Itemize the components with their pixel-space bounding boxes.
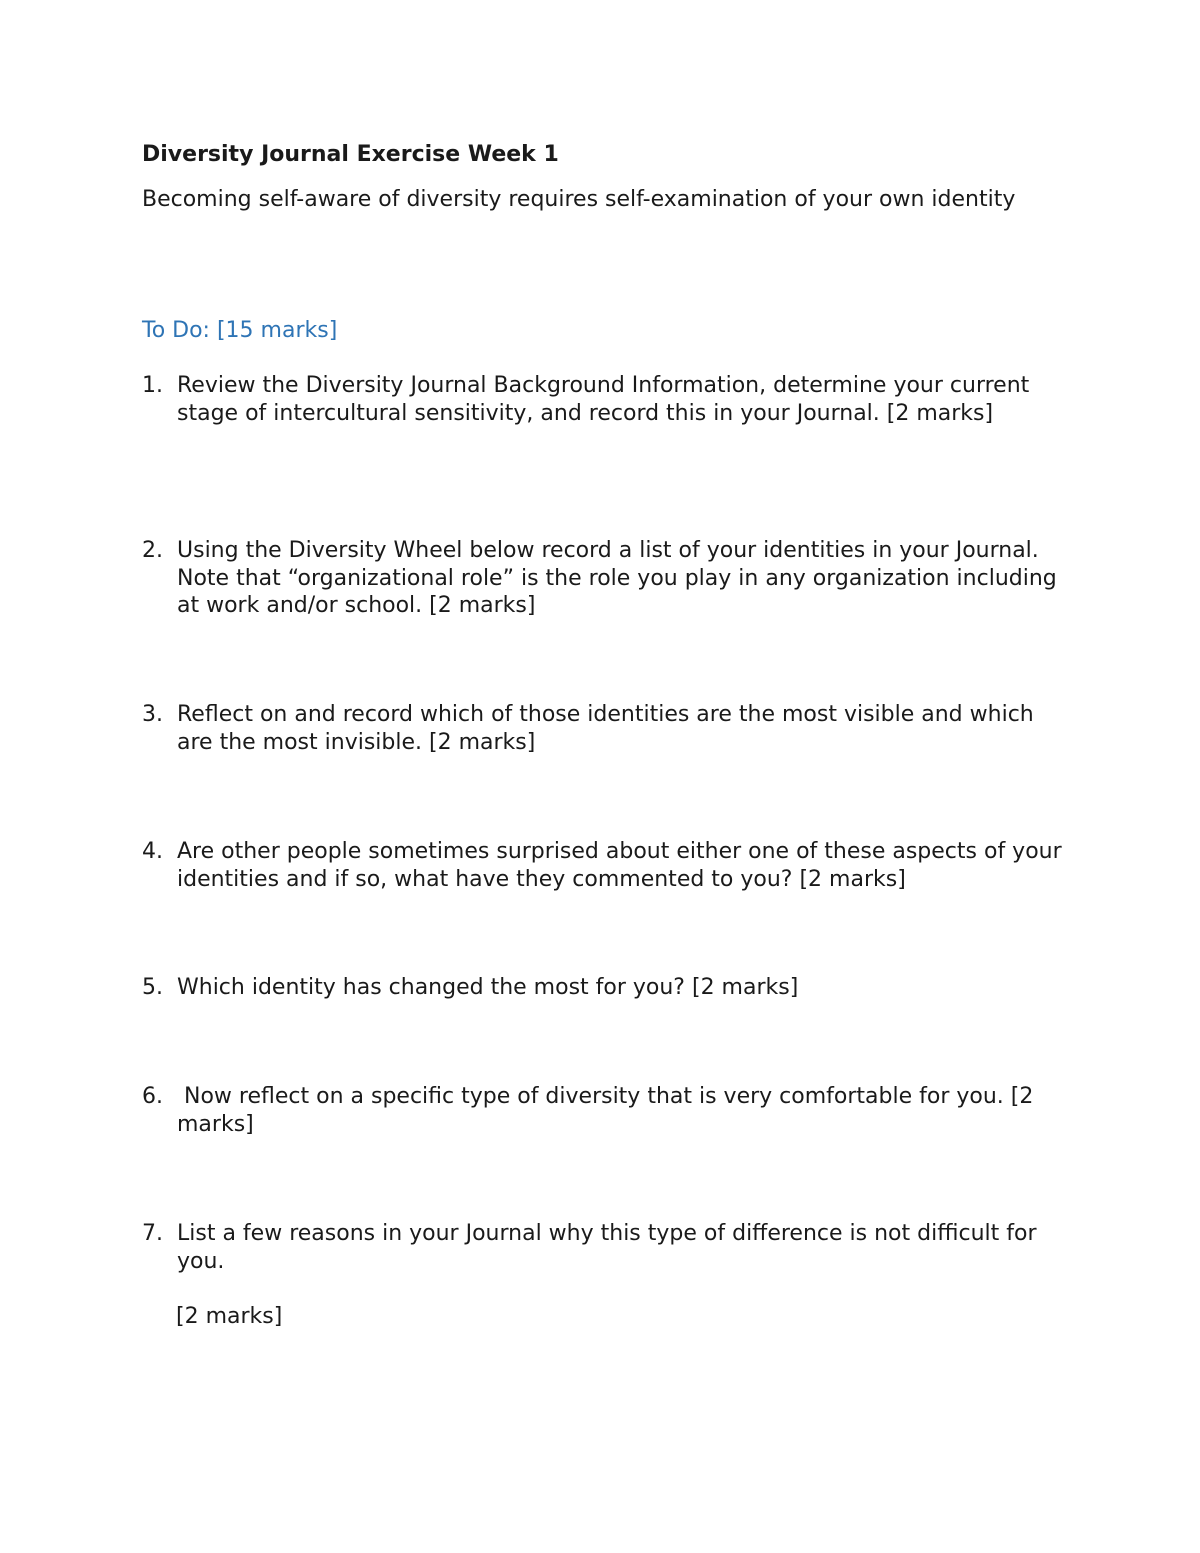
list-item xyxy=(142,1220,1072,1275)
list-item-number: 2. xyxy=(142,538,163,563)
list-item-number: 6. xyxy=(142,1084,163,1109)
list-item-number: 7. xyxy=(142,1221,163,1246)
list-item-number: 3. xyxy=(142,702,163,727)
document-title: Diversity Journal Exercise Week 1 xyxy=(142,142,559,167)
list-item-number: 4. xyxy=(142,839,163,864)
list-item-text: Which identity has changed the most for you? [2 marks] xyxy=(177,975,799,1000)
intro-paragraph: Becoming self-aware of diversity requires self-examination of your own identity xyxy=(142,187,1016,212)
list-item xyxy=(142,701,1072,756)
list-item-text: Reflect on and record which of those identities are the most visible and which are the most invisible. [2 marks] xyxy=(177,702,1034,755)
list-item-text: Now reflect on a specific type of diversity that is very comfortable for you. [2 marks] xyxy=(177,1084,1041,1137)
list-item-text: Review the Diversity Journal Background Information, determine your current stage of intercultural sensitivity, and record this in your Journal. [2 marks] xyxy=(177,373,1030,426)
list-item xyxy=(142,838,1072,893)
list-item-text: List a few reasons in your Journal why this type of difference is not difficult for you. xyxy=(177,1221,1037,1274)
list-item xyxy=(142,974,1072,1002)
list-item-number: 1. xyxy=(142,373,163,398)
list-item xyxy=(142,1083,1072,1138)
list-item-text: Are other people sometimes surprised about either one of these aspects of your identities and if so, what have they commented to you? [2 marks] xyxy=(177,839,1062,892)
list-item-marks: [2 marks] xyxy=(176,1304,283,1329)
list-item xyxy=(142,537,1072,620)
list-item-text: Using the Diversity Wheel below record a list of your identities in your Journal. Note that “organizational role” is the role you play in any organization including at work and/or school. [2 marks] xyxy=(177,538,1057,618)
list-item xyxy=(142,372,1072,427)
list-item-number: 5. xyxy=(142,975,163,1000)
todo-heading: To Do: [15 marks] xyxy=(142,318,338,343)
